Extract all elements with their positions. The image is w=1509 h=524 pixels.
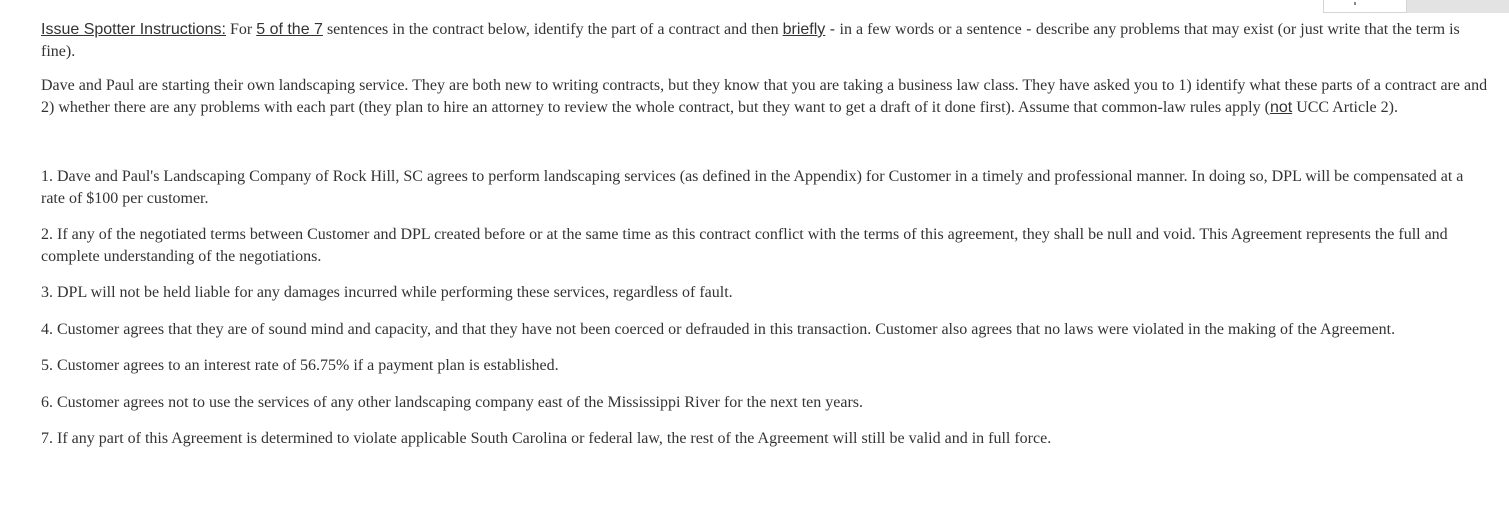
instructions-text: in a few words or a sentence (839, 21, 1022, 38)
instructions-emphasis: briefly (782, 21, 826, 38)
toolbar-box-shaded (1407, 0, 1509, 13)
instructions-text: describe any problems that may exist (or just write that the term is fine). (41, 21, 1460, 60)
contract-clause-3: 3. DPL will not be held liable for any damages incurred while performing these services, regardless of fault. (41, 284, 733, 301)
instructions-count: 5 of the 7 (256, 21, 323, 38)
contract-clause-7: 7. If any part of this Agreement is determined to violate applicable South Carolina or federal law, the rest of the Agreement will still be valid and in full force. (41, 430, 1052, 447)
document-content (41, 19, 1491, 465)
toolbar-box (1323, 0, 1407, 13)
instructions-text: sentences in the contract below, identify the part of a contract and then (322, 21, 783, 38)
instructions-text: For (225, 21, 257, 38)
top-right-toolbar-fragment (1323, 0, 1509, 14)
contract-clause-4: 4. Customer agrees that they are of sound mind and capacity, and that they have not been coerced or defrauded in this transaction. Customer also agrees that no laws were violated in the making of the Agreement. (41, 320, 1396, 338)
instructions-dash: - (825, 21, 840, 38)
context-not-word: not (1269, 98, 1293, 116)
instructions-paragraph (41, 19, 1491, 62)
context-paragraph (41, 75, 1491, 118)
context-text: UCC Article 2). (1292, 98, 1398, 116)
context-text: Dave and Paul are starting their own landscaping service. They are both new to writing contracts, but they know that you are taking a business law class. They have asked you to 1) identify what these parts of a contract are and 2) whether there are any problems with each part (they plan to hire an attorney to review the whole contract, but they want to get a draft of it done first). Assume that common-law rules apply ( (41, 77, 1488, 116)
contract-clause-5: 5. Customer agrees to an interest rate of 56.75% if a payment plan is established. (41, 357, 559, 374)
instructions-heading: Issue Spotter Instructions: (41, 21, 226, 38)
toolbar-tick-mark (1354, 2, 1356, 5)
instructions-dash: - (1021, 21, 1036, 38)
contract-clause-1: 1. Dave and Paul's Landscaping Company of Rock Hill, SC agrees to perform landscaping services (as defined in the Appendix) for Customer in a timely and professional manner. In doing so, DPL will be compensated at a rate of $100 per customer. (41, 168, 1464, 207)
contract-clause-2: 2. If any of the negotiated terms between Customer and DPL created before or at the same time as this contract conflict with the terms of this agreement, they shall be null and void. This Agreement represents the full and complete understanding of the negotiations. (41, 226, 1448, 265)
contract-clause-6: 6. Customer agrees not to use the services of any other landscaping company east of the Mississippi River for the next ten years. (41, 393, 864, 411)
